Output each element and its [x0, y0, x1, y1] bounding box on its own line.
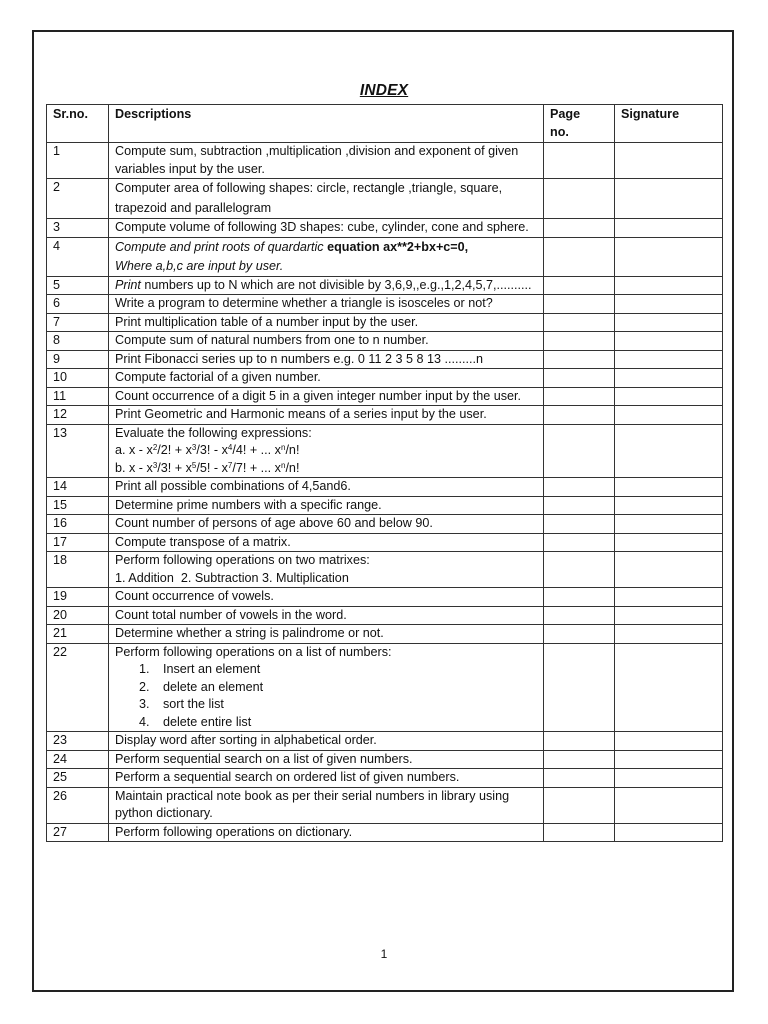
- row-page-cell: [544, 606, 615, 625]
- row-number: 10: [47, 369, 109, 388]
- row-description-text: numbers up to N which are not divisible by 3,6,9,,e.g.,1,2,4,5,7,..........: [140, 277, 532, 292]
- row-description-line: Evaluate the following expressions:: [115, 425, 312, 440]
- table-row: [47, 406, 723, 425]
- row-signature-cell: [615, 350, 723, 369]
- row-description: Compute sum of natural numbers from one to n number.: [109, 332, 544, 351]
- table-row: [47, 643, 723, 732]
- row-page-cell: [544, 478, 615, 497]
- row-signature-cell: [615, 276, 723, 295]
- row-description: Count occurrence of a digit 5 in a given integer number input by the user.: [109, 387, 544, 406]
- expression-b: b. x - $x^3/3$! + $x^5/5$! - $x^7/7$! + ... $x^n/n$!: [115, 460, 300, 475]
- row-signature-cell: [615, 478, 723, 497]
- list-item-text: delete an element: [163, 679, 264, 694]
- row-page-cell: [544, 732, 615, 751]
- row-description: Display word after sorting in alphabetical order.: [109, 732, 544, 751]
- row-description-bold: equation ax**2+bx+c=0,: [327, 239, 469, 254]
- row-signature-cell: [615, 515, 723, 534]
- row-signature-cell: [615, 732, 723, 751]
- row-signature-cell: [615, 552, 723, 588]
- row-description: Perform following operations on dictionary.: [109, 823, 544, 842]
- row-signature-cell: [615, 823, 723, 842]
- row-page-cell: [544, 179, 615, 219]
- row-signature-cell: [615, 143, 723, 179]
- list-item: 1. Insert an element: [139, 662, 261, 676]
- row-signature-cell: [615, 313, 723, 332]
- row-description: Perform a sequential search on ordered list of given numbers.: [109, 769, 544, 788]
- table-row: [47, 588, 723, 607]
- row-description: Maintain practical note book as per their serial numbers in library using python dictionary.: [109, 787, 544, 823]
- table-row: [47, 478, 723, 497]
- ordered-list: [115, 661, 537, 731]
- table-row: [47, 732, 723, 751]
- row-page-cell: [544, 533, 615, 552]
- row-number: 6: [47, 295, 109, 314]
- row-signature-cell: [615, 406, 723, 425]
- row-signature-cell: [615, 533, 723, 552]
- row-signature-cell: [615, 643, 723, 732]
- row-description: Print all possible combinations of 4,5and6.: [109, 478, 544, 497]
- table-row: [47, 533, 723, 552]
- list-item: 4. delete entire list: [139, 714, 252, 729]
- table-row: [47, 823, 723, 842]
- list-item-text: Insert an element: [163, 662, 261, 676]
- table-row: [47, 295, 723, 314]
- list-item: 2. delete an element: [139, 679, 264, 694]
- row-page-cell: [544, 496, 615, 515]
- row-description: Print Geometric and Harmonic means of a series input by the user.: [109, 406, 544, 425]
- row-signature-cell: [615, 387, 723, 406]
- row-page-cell: [544, 143, 615, 179]
- row-page-cell: [544, 750, 615, 769]
- row-page-cell: [544, 237, 615, 276]
- header-descriptions: Descriptions: [109, 105, 544, 143]
- row-page-cell: [544, 769, 615, 788]
- row-page-cell: [544, 350, 615, 369]
- row-number: 15: [47, 496, 109, 515]
- row-description: [109, 276, 544, 295]
- row-signature-cell: [615, 606, 723, 625]
- row-signature-cell: [615, 332, 723, 351]
- row-number: 12: [47, 406, 109, 425]
- row-signature-cell: [615, 496, 723, 515]
- table-row: [47, 515, 723, 534]
- row-signature-cell: [615, 219, 723, 238]
- row-description: [109, 643, 544, 732]
- table-row: [47, 237, 723, 276]
- row-page-cell: [544, 406, 615, 425]
- row-description: Compute factorial of a given number.: [109, 369, 544, 388]
- row-number: 13: [47, 424, 109, 478]
- row-signature-cell: [615, 179, 723, 219]
- row-page-cell: [544, 823, 615, 842]
- row-page-cell: [544, 332, 615, 351]
- header-row: [47, 105, 723, 143]
- row-signature-cell: [615, 625, 723, 644]
- row-number: 26: [47, 787, 109, 823]
- row-signature-cell: [615, 588, 723, 607]
- row-description: [109, 237, 544, 276]
- row-number: 19: [47, 588, 109, 607]
- table-row: [47, 496, 723, 515]
- row-description: Write a program to determine whether a triangle is isosceles or not?: [109, 295, 544, 314]
- row-number: 11: [47, 387, 109, 406]
- header-page-no: [544, 105, 615, 143]
- row-description: Print multiplication table of a number input by the user.: [109, 313, 544, 332]
- row-signature-cell: [615, 237, 723, 276]
- row-page-cell: [544, 643, 615, 732]
- header-page-line1: Page: [550, 107, 581, 121]
- row-number: 27: [47, 823, 109, 842]
- row-number: 16: [47, 515, 109, 534]
- table-row: [47, 625, 723, 644]
- row-number: 1: [47, 143, 109, 179]
- expression-a: a. x - $x^2/2$! + $x^3/3$! - $x^4/4$! + ... $x^n/n$!: [115, 443, 300, 457]
- expression-b-label: b.: [115, 460, 130, 475]
- list-item-text: sort the list: [163, 697, 224, 711]
- row-page-cell: [544, 552, 615, 588]
- index-table: [46, 104, 723, 842]
- row-number: 20: [47, 606, 109, 625]
- row-number: 25: [47, 769, 109, 788]
- row-signature-cell: [615, 424, 723, 478]
- page-title: INDEX: [359, 82, 409, 99]
- row-signature-cell: [615, 369, 723, 388]
- row-description-line: Perform following operations on a list of numbers:: [115, 644, 392, 659]
- row-description: Compute volume of following 3D shapes: cube, cylinder, cone and sphere.: [109, 219, 544, 238]
- row-description: Print Fibonacci series up to n numbers e.g. 0 11 2 3 5 8 13 .........n: [109, 350, 544, 369]
- table-row: [47, 313, 723, 332]
- row-description: [109, 552, 544, 588]
- row-description: Determine whether a string is palindrome or not.: [109, 625, 544, 644]
- row-description-italic: Compute and print roots of quardartic: [115, 239, 328, 254]
- row-description: Perform sequential search on a list of given numbers.: [109, 750, 544, 769]
- row-description-line: Perform following operations on two matrixes:: [115, 553, 370, 567]
- row-description: Count total number of vowels in the word.: [109, 606, 544, 625]
- row-number: 4: [47, 237, 109, 276]
- row-description: Determine prime numbers with a specific range.: [109, 496, 544, 515]
- row-page-cell: [544, 369, 615, 388]
- table-row: [47, 387, 723, 406]
- list-item-text: delete entire list: [163, 714, 252, 729]
- row-page-cell: [544, 424, 615, 478]
- header-signature: Signature: [615, 105, 723, 143]
- row-page-cell: [544, 313, 615, 332]
- row-number: 23: [47, 732, 109, 751]
- row-description: Count occurrence of vowels.: [109, 588, 544, 607]
- table-row: [47, 369, 723, 388]
- row-page-cell: [544, 515, 615, 534]
- row-number: 9: [47, 350, 109, 369]
- row-signature-cell: [615, 750, 723, 769]
- row-description: Compute transpose of a matrix.: [109, 533, 544, 552]
- row-description: Compute sum, subtraction ,multiplication ,division and exponent of given variables input by the user.: [109, 143, 544, 179]
- row-number: 3: [47, 219, 109, 238]
- row-description: [109, 424, 544, 478]
- header-page-line2: no.: [550, 124, 569, 139]
- table-row: [47, 424, 723, 478]
- row-number: 22: [47, 643, 109, 732]
- row-page-cell: [544, 219, 615, 238]
- page-number: 1: [380, 947, 388, 961]
- table-row: [47, 750, 723, 769]
- list-item: 3. sort the list: [139, 697, 224, 711]
- table-row: [47, 787, 723, 823]
- row-number: 5: [47, 276, 109, 295]
- row-description-line-2: 1. Addition 2. Subtraction 3. Multiplication: [115, 570, 349, 585]
- row-signature-cell: [615, 769, 723, 788]
- table-row: [47, 350, 723, 369]
- header-srno: Sr.no.: [47, 105, 109, 143]
- row-description: Count number of persons of age above 60 and below 90.: [109, 515, 544, 534]
- row-number: 17: [47, 533, 109, 552]
- table-row: [47, 606, 723, 625]
- row-description: Computer area of following shapes: circle, rectangle ,triangle, square, trapezoid and parallelogram: [109, 179, 544, 219]
- row-number: 21: [47, 625, 109, 644]
- expression-a-label: a.: [115, 443, 130, 457]
- table-row: [47, 332, 723, 351]
- row-page-cell: [544, 625, 615, 644]
- row-page-cell: [544, 588, 615, 607]
- row-page-cell: [544, 276, 615, 295]
- row-number: 18: [47, 552, 109, 588]
- table-row: [47, 179, 723, 219]
- row-number: 2: [47, 179, 109, 219]
- row-page-cell: [544, 387, 615, 406]
- row-description-italic-2: Where a,b,c are input by user.: [115, 258, 284, 273]
- table-row: [47, 276, 723, 295]
- row-page-cell: [544, 787, 615, 823]
- row-number: 14: [47, 478, 109, 497]
- row-number: 7: [47, 313, 109, 332]
- table-row: [47, 219, 723, 238]
- table-row: [47, 143, 723, 179]
- row-page-cell: [544, 295, 615, 314]
- row-signature-cell: [615, 787, 723, 823]
- row-number: 24: [47, 750, 109, 769]
- row-signature-cell: [615, 295, 723, 314]
- table-row: [47, 552, 723, 588]
- row-description-italic: Print: [115, 277, 141, 292]
- table-row: [47, 769, 723, 788]
- row-number: 8: [47, 332, 109, 351]
